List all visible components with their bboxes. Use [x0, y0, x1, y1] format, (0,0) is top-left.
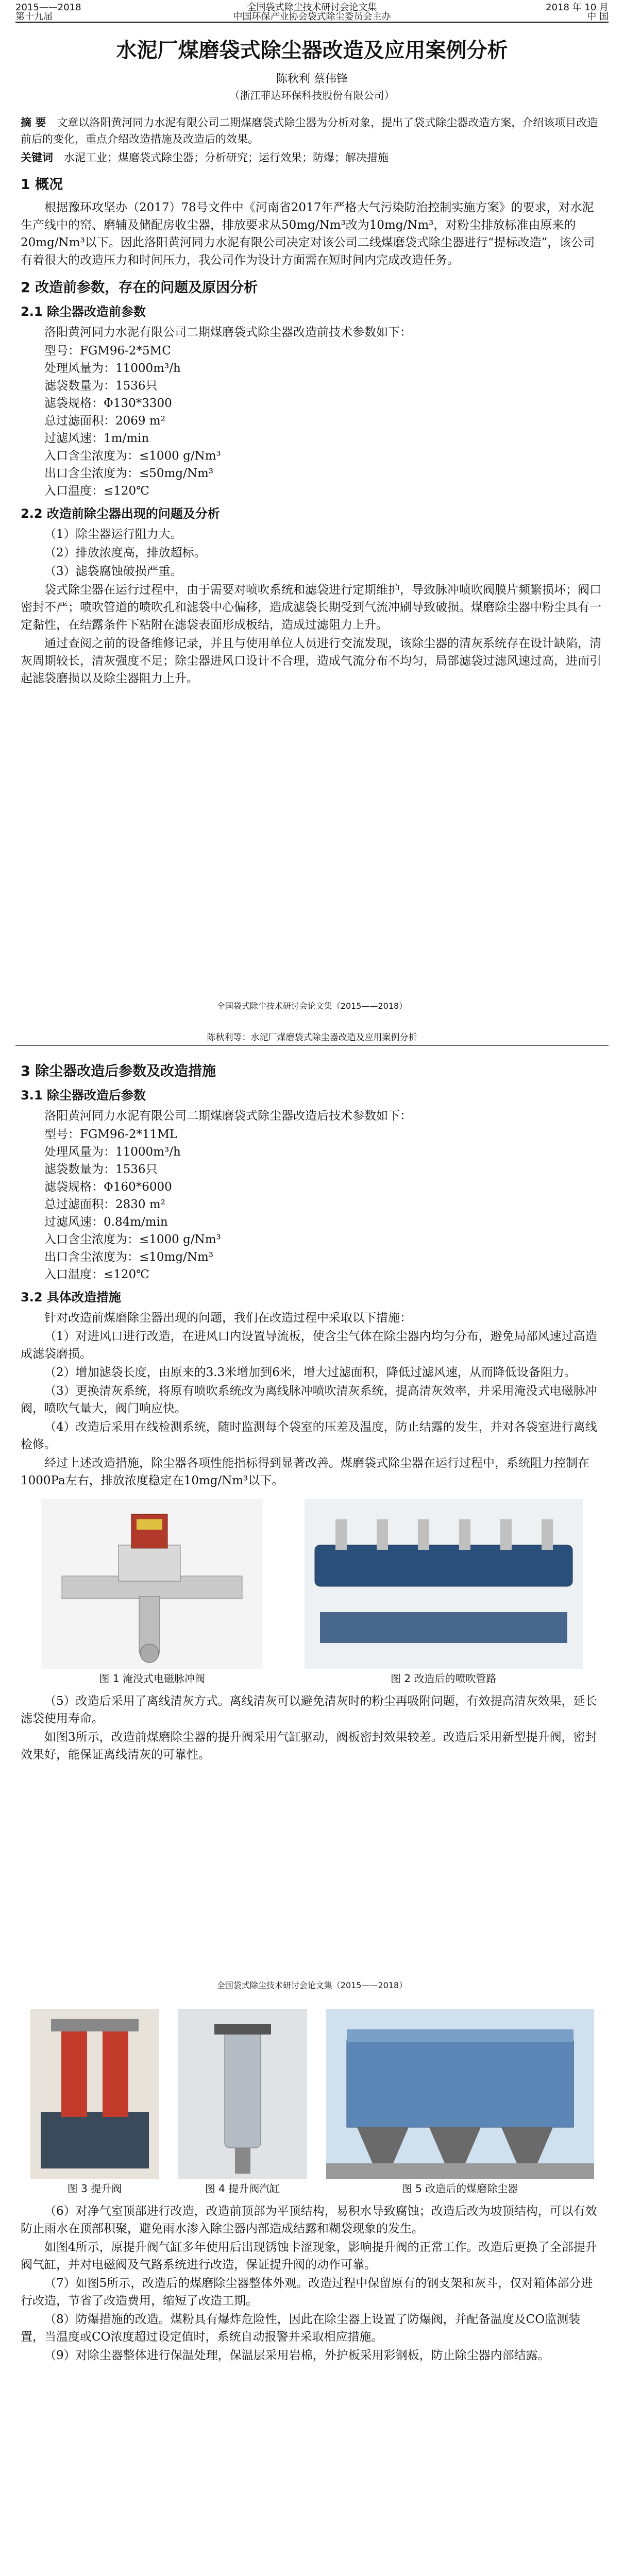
page-3-paragraph: （7）如图5所示，改造后的煤磨除尘器整体外观。改造过程中保留原有的钢支架和灰斗，仅对箱体部分进行改造，节省了改造费用，缩短了改造工期。: [21, 2277, 593, 2308]
problem-item: （3）滤袋腐蚀破损严重。: [44, 565, 182, 578]
header-right-1: 2018 年 10 月: [546, 2, 609, 13]
keywords: [21, 149, 603, 166]
page-3: [0, 1998, 624, 2576]
figure-4-caption: 图 4 提升阀汽缸: [205, 2182, 280, 2195]
abstract: [21, 114, 603, 147]
page-3-paragraph: （9）对除尘器整体进行保温处理，保温层采用岩棉，外护板采用彩钢板，防止除尘器内部结露。: [44, 2349, 550, 2362]
dust-collector-photo: [326, 2009, 594, 2179]
page-3-paragraph: 如图4所示，原提升阀气缸多年使用后出现锈蚀卡涩现象，影响提升阀的正常工作。改造后更换了全部提升阀气缸，并对电磁阀及气路系统进行改造，保证提升阀的动作可靠。: [21, 2241, 597, 2272]
figure-4: [178, 2009, 307, 2202]
page-3-paragraph: （8）防爆措施的改造。煤粉具有爆炸危险性，因此在除尘器上设置了防爆阀，并配备温度及CO监测装置，当温度或CO浓度超过设定值时，系统自动报警并采取相应措施。: [21, 2313, 581, 2344]
section-3-1-title: 3.1 除尘器改造后参数: [21, 1088, 146, 1103]
section-3-2-paragraph: 经过上述改造措施，除尘器各项性能指标得到显著改善。煤磨袋式除尘器在运行过程中，系统阻力控制在1000Pa左右，排放浓度稳定在10mg/Nm³以下。: [21, 1456, 589, 1487]
measure-item: （1）对进风口进行改造，在进风口内设置导流板，使含尘气体在除尘器内均匀分布，避免局部风速过高造成滤袋磨损。: [21, 1330, 597, 1361]
keywords-label: 关键词: [21, 151, 53, 164]
abstract-label: 摘 要: [21, 116, 46, 129]
param-line: 滤袋规格：Φ160*6000: [44, 1180, 172, 1194]
blowpipe-photo: [305, 1499, 583, 1669]
section-2-title: 2 改造前参数，存在的问题及原因分析: [21, 280, 258, 296]
section-3-2-paragraph: （5）改造后采用了离线清灰方式。离线清灰可以避免清灰时的粉尘再吸附问题，有效提高清灰效果，延长滤袋使用寿命。: [21, 1694, 597, 1725]
section-2-1-intro: 洛阳黄河同力水泥有限公司二期煤磨袋式除尘器改造前技术参数如下：: [44, 326, 412, 339]
section-2-2-title: 2.2 改造前除尘器出现的问题及分析: [21, 506, 220, 521]
page-3-paragraph: （6）对净气室顶部进行改造，改造前顶部为平顶结构，易积水导致腐蚀；改造后改为坡顶结构，可以有效防止雨水在顶部积聚，避免雨水渗入除尘器内部造成结露和糊袋现象的发生。: [21, 2205, 597, 2235]
section-2-1-title: 2.1 除尘器改造前参数: [21, 304, 146, 319]
figure-2: [305, 1499, 583, 1692]
param-line: 入口含尘浓度为：≤1000 g/Nm³: [44, 1233, 221, 1246]
param-line: 型号：FGM96-2*5MC: [44, 344, 171, 358]
header-center-2: 中国环保产业协会袋式除尘委员会主办: [233, 11, 391, 22]
header-right-2: 中 国: [587, 11, 609, 22]
page-footer: 全国袋式除尘技术研讨会论文集（2015——2018）: [216, 1001, 408, 1011]
paper-authors: 陈秋利 蔡伟锋: [276, 73, 348, 86]
figure-5: [326, 2009, 594, 2202]
param-line: 滤袋数量为：1536只: [44, 1163, 158, 1176]
section-2-2-paragraph: 袋式除尘器在运行过程中，由于需要对喷吹系统和滤袋进行定期维护，导致脉冲喷吹阀膜片频繁损坏；阀口密封不严；喷吹管道的喷吹孔和滤袋中心偏移，造成滤袋长期受到气流冲刷导致破损。煤磨除尘器中粉尘具有一定黏性，在结露条件下粘附在滤袋表面形成板结，造成过滤阻力上升。: [21, 583, 601, 632]
param-line: 滤袋规格：Φ130*3300: [44, 397, 172, 410]
section-3-title: 3 除尘器改造后参数及改造措施: [21, 1063, 216, 1079]
page-3-body: [21, 2009, 603, 2365]
problem-item: （1）除尘器运行阻力大。: [44, 528, 182, 541]
param-line: 处理风量为：11000m³/h: [44, 1145, 181, 1159]
paper-affiliation: （浙江菲达环保科技股份有限公司）: [229, 89, 395, 101]
param-line: 过滤风速：1m/min: [44, 432, 149, 445]
param-line: 出口含尘浓度为：≤50mg/Nm³: [44, 467, 213, 480]
measure-item: （2）增加滤袋长度，由原来的3.3米增加到6米，增大过滤面积，降低过滤风速，从而降低设备阻力。: [44, 1366, 576, 1379]
page-header: [15, 3, 609, 23]
param-line: 总过滤面积：2069 m²: [44, 414, 165, 428]
param-line: 入口含尘浓度为：≤1000 g/Nm³: [44, 449, 221, 463]
section-3-2-intro: 针对改造前煤磨除尘器出现的问题，我们在改造过程中采取以下措施：: [44, 1311, 412, 1325]
page-footer: 全国袋式除尘技术研讨会论文集（2015——2018）: [216, 1980, 408, 1990]
page-2-body: [21, 1053, 603, 1765]
section-1-paragraph: 根据豫环攻坚办（2017）78号文件中《河南省2017年严格大气污染防治控制实施方案》的要求，对水泥生产线中的窑、磨辅及储配房收尘器，排放要求从50mg/Nm³改为10mg/Nm³，对粉尘排放标准由原来的20mg/Nm³以下。因此洛阳黄河同力水泥有限公司决定对该公司二线煤磨袋式除尘器进行“提标改造”，该公司有着很大的改造压力和时间压力，我公司作为设计方面需在短时间内完成改造任务。: [21, 201, 595, 267]
figure-1: [41, 1499, 263, 1692]
section-1-title: 1 概况: [21, 177, 63, 193]
param-line: 总过滤面积：2830 m²: [44, 1198, 165, 1211]
param-line: 出口含尘浓度为：≤10mg/Nm³: [44, 1250, 213, 1264]
section-3-2-title: 3.2 具体改造措施: [21, 1290, 121, 1304]
lift-valve-photo: [30, 2009, 159, 2179]
figure-row-1-2: [21, 1499, 603, 1692]
param-line: 入口温度：≤120℃: [44, 1268, 149, 1281]
param-line: 处理风量为：11000m³/h: [44, 362, 181, 375]
abstract-text: 文章以洛阳黄河同力水泥有限公司二期煤磨袋式除尘器为分析对象，提出了袋式除尘器改造方案，介绍该项目改造前后的变化，重点介绍改造措施及改造后的效果。: [21, 116, 598, 145]
figure-1-caption: 图 1 淹没式电磁脉冲阀: [99, 1672, 205, 1685]
figure-5-caption: 图 5 改造后的煤磨除尘器: [401, 2182, 518, 2195]
lift-valve-cylinder-photo: [178, 2009, 307, 2179]
measure-item: （4）改造后采用在线检测系统，随时监测每个袋室的压差及温度，防止结露的发生，并对各袋室进行离线检修。: [21, 1420, 597, 1451]
pulse-valve-photo: [41, 1499, 263, 1669]
page-1-body: [21, 27, 603, 688]
section-2-2-paragraph: 通过查阅之前的设备维修记录，并且与使用单位人员进行交流发现，该除尘器的清灰系统存在设计缺陷，清灰周期较长，清灰强度不足；除尘器进风口设计不合理，造成气流分布不均匀，局部滤袋过滤风速过高，进而引起滤袋磨损以及除尘器阻力上升。: [21, 637, 601, 685]
keywords-text: 水泥工业；煤磨袋式除尘器；分析研究；运行效果；防爆；解决措施: [64, 151, 389, 164]
figure-3-caption: 图 3 提升阀: [67, 2182, 122, 2195]
paper-title: 水泥厂煤磨袋式除尘器改造及应用案例分析: [116, 38, 508, 62]
figure-row-3-4-5: [21, 2009, 603, 2202]
param-line: 过滤风速：0.84m/min: [44, 1215, 168, 1229]
section-2-1-params: [21, 342, 603, 500]
param-line: 滤袋数量为：1536只: [44, 379, 158, 393]
param-line: 入口温度：≤120℃: [44, 484, 149, 498]
page-1: [0, 0, 624, 1020]
measure-item: （3）更换清灰系统，将原有喷吹系统改为离线脉冲喷吹清灰系统，提高清灰效率，并采用淹没式电磁脉冲阀，喷吹气量大，阀门响应快。: [21, 1384, 597, 1415]
header-center-1: 全国袋式除尘技术研讨会论文集: [247, 2, 377, 13]
header-left-1: 2015——2018: [15, 2, 81, 13]
section-3-2-paragraph: 如图3所示，改造前煤磨除尘器的提升阀采用气缸驱动，阀板密封效果较差。改造后采用新型提升阀，密封效果好，能保证离线清灰的可靠性。: [21, 1731, 597, 1761]
page-2: [0, 1020, 624, 1998]
figure-3: [30, 2009, 159, 2202]
problem-item: （2）排放浓度高，排放超标。: [44, 546, 206, 560]
header-left-2: 第十九届: [15, 11, 53, 22]
param-line: 型号：FGM96-2*11ML: [44, 1128, 178, 1141]
section-3-1-intro: 洛阳黄河同力水泥有限公司二期煤磨袋式除尘器改造后技术参数如下：: [44, 1109, 412, 1123]
figure-2-caption: 图 2 改造后的喷吹管路: [391, 1672, 497, 1685]
page-2-header: 陈秋利等：水泥厂煤磨袋式除尘器改造及应用案例分析: [15, 1030, 609, 1046]
